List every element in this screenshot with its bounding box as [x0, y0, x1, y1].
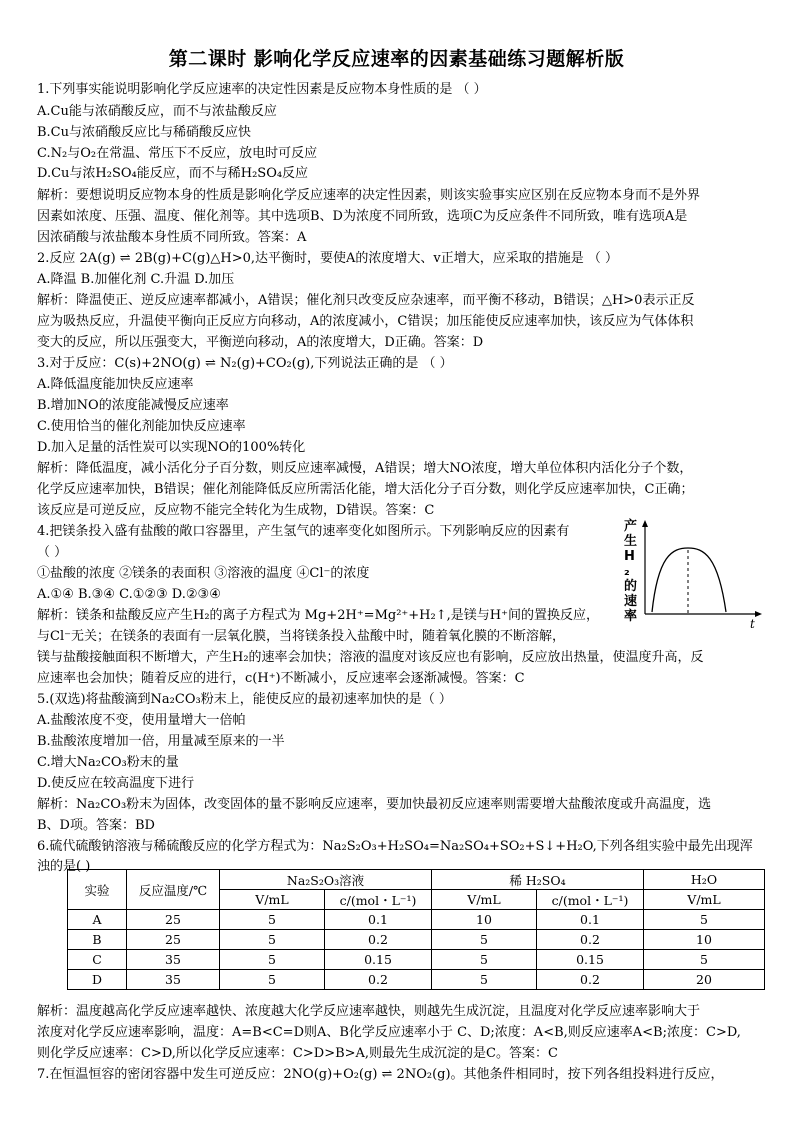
text-line: 变大的反应，所以压强变大，平衡逆向移动，A的浓度增大，D正确。答案：D	[37, 335, 484, 350]
table-cell: 5	[432, 950, 537, 970]
rate-curve-figure	[620, 516, 765, 631]
text-line: D.使反应在较高温度下进行	[37, 776, 195, 791]
table-cell: 5	[220, 950, 325, 970]
text-line: 4.把镁条投入盛有盐酸的敞口容器里，产生氢气的速率变化如图所示。下列影响反应的因素有	[37, 524, 570, 539]
table-cell: 5	[220, 970, 325, 990]
text-line: 解析：降低温度，减小活化分子百分数，则反应速率减慢，A错误；增大NO浓度，增大单位体积内活化分子个数，	[37, 461, 693, 476]
text-line: 该反应是可逆反应，反应物不能完全转化为生成物，D错误。答案：C	[37, 503, 435, 518]
subheader-volume: V/mL	[220, 890, 325, 910]
header-temperature: 反应温度/℃	[127, 870, 220, 910]
table-cell: 0.2	[537, 970, 644, 990]
text-line: 3.对于反应：C(s)+2NO(g) ⇌ N₂(g)+CO₂(g),下列说法正确的是 （ ）	[37, 356, 453, 371]
text-line: （ ）	[37, 545, 68, 560]
table-cell: D	[68, 970, 127, 990]
page-title: 第二课时 影响化学反应速率的因素基础练习题解析版	[168, 48, 625, 70]
experiment-table	[67, 869, 765, 990]
table-cell: 20	[644, 970, 765, 990]
text-line: 5.(双选)将盐酸滴到Na₂CO₃粉末上，能使反应的最初速率加快的是（ ）	[37, 692, 452, 707]
subheader-concentration: c/(mol・L⁻¹)	[537, 890, 644, 910]
text-line: 则化学反应速率：C>D,所以化学反应速率：C>D>B>A,则最先生成沉淀的是C。答案：C	[37, 1046, 558, 1061]
table-cell: 0.2	[325, 970, 432, 990]
text-line: A.①④ B.③④ C.①②③ D.②③④	[37, 587, 221, 602]
table-cell: 0.1	[537, 910, 644, 930]
subheader-volume: V/mL	[644, 890, 765, 910]
table-cell: 0.15	[537, 950, 644, 970]
table-row	[68, 950, 765, 970]
text-line: C.使用恰当的催化剂能加快反应速率	[37, 419, 246, 434]
table-cell: 25	[127, 930, 220, 950]
figure-ylabel: 产生 H ₂ 的速率	[624, 519, 638, 624]
table-cell: 10	[644, 930, 765, 950]
table-cell: 5	[644, 950, 765, 970]
text-line: A.Cu能与浓硝酸反应，而不与浓盐酸反应	[37, 104, 277, 119]
header-h2o: H₂O	[644, 870, 765, 890]
table-row	[68, 930, 765, 950]
table-cell: 5	[432, 930, 537, 950]
table-cell: 35	[127, 950, 220, 970]
table-cell: C	[68, 950, 127, 970]
table-cell: 0.2	[325, 930, 432, 950]
table-cell: 10	[432, 910, 537, 930]
text-line: B.Cu与浓硝酸反应比与稀硝酸反应快	[37, 125, 252, 140]
table-row	[68, 970, 765, 990]
text-line: 解析：要想说明反应物本身的性质是影响化学反应速率的决定性因素，则该实验事实应区别在反应物本身而不是外界	[37, 188, 701, 203]
text-line: 6.硫代硫酸钠溶液与稀硫酸反应的化学方程式为：Na₂S₂O₃+H₂SO₄=Na₂SO₄+SO₂+S↓+H₂O,下列各组实验中最先出现浑	[37, 839, 753, 854]
text-line: B.盐酸浓度增加一倍，用量减至原来的一半	[37, 734, 285, 749]
header-h2so4: 稀 H₂SO₄	[432, 870, 644, 890]
text-line: 与Cl⁻无关；在镁条的表面有一层氧化膜，当将镁条投入盐酸中时，随着氧化膜的不断溶解，	[37, 629, 565, 644]
subheader-concentration: c/(mol・L⁻¹)	[325, 890, 432, 910]
text-line: 解析：镁条和盐酸反应产生H₂的离子方程式为 Mg+2H⁺=Mg²⁺+H₂↑,是镁与H⁺间的置换反应，	[37, 608, 599, 623]
text-line: 镁与盐酸接触面积不断增大，产生H₂的速率会加快；溶液的温度对该反应也有影响，反应放出热量，使温度升高，反	[37, 650, 704, 665]
table-cell: 0.2	[537, 930, 644, 950]
text-line: 应速率也会加快；随着反应的进行，c(H⁺)不断减小，反应速率会逐渐减慢。答案：C	[37, 671, 525, 686]
table-cell: 5	[220, 910, 325, 930]
text-line: B、D项。答案：BD	[37, 818, 155, 833]
table-row	[68, 910, 765, 930]
subheader-volume: V/mL	[432, 890, 537, 910]
text-line: A.降温 B.加催化剂 C.升温 D.加压	[37, 272, 235, 287]
table-cell: 5	[220, 930, 325, 950]
text-line: A.降低温度能加快反应速率	[37, 377, 194, 392]
text-line: D.加入足量的活性炭可以实现NO的100%转化	[37, 440, 306, 455]
text-line: 解析：Na₂CO₃粉末为固体，改变固体的量不影响反应速率，要加快最初反应速率则需要增大盐酸浓度或升高温度，选	[37, 797, 712, 812]
rate-curve	[652, 548, 726, 612]
table-cell: 25	[127, 910, 220, 930]
text-line: 应为吸热反应，升温使平衡向正反应方向移动，A的浓度减小，C错误；加压能使反应速率加快，该反应为气体体积	[37, 314, 694, 329]
text-line: D.Cu与浓H₂SO₄能反应，而不与稀H₂SO₄反应	[37, 166, 309, 181]
text-line: 因浓硝酸与浓盐酸本身性质不同所致。答案：A	[37, 230, 307, 245]
text-line: 解析：降温使正、逆反应速率都减小，A错误；催化剂只改变反应杂速率，而平衡不移动，B错误；△H>0表示正反	[37, 293, 695, 308]
table-cell: 35	[127, 970, 220, 990]
figure-xlabel: t	[750, 617, 755, 631]
text-line: 浓度对化学反应速率影响，温度：A=B<C=D则A、B化学反应速率小于 C、D;浓度：A<B,则反应速率A<B;浓度：C>D,	[37, 1025, 741, 1040]
text-line: 解析：温度越高化学反应速率越快、浓度越大化学反应速率越快，则越先生成沉淀，且温度对化学反应速率影响大于	[37, 1004, 701, 1019]
text-line: B.增加NO的浓度能减慢反应速率	[37, 398, 229, 413]
text-line: C.N₂与O₂在常温、常压下不反应，放电时可反应	[37, 146, 318, 161]
text-line: 因素如浓度、压强、温度、催化剂等。其中选项B、D为浓度不同所致，选项C为反应条件不同所致，唯有选项A是	[37, 209, 688, 224]
text-line: 7.在恒温恒容的密闭容器中发生可逆反应：2NO(g)+O₂(g) ⇌ 2NO₂(g)。其他条件相同时，按下列各组投料进行反应，	[37, 1067, 724, 1082]
text-line: C.增大Na₂CO₃粉末的量	[37, 755, 179, 770]
text-line: 化学反应速率加快，B错误；催化剂能降低反应所需活化能，增大活化分子百分数，则化学反应速率加快，C正确；	[37, 482, 694, 497]
y-axis-arrow	[642, 520, 648, 527]
table-cell: A	[68, 910, 127, 930]
text-line: 浊的是( )	[37, 859, 91, 874]
text-line: A.盐酸浓度不变，使用量增大一倍帕	[37, 713, 246, 728]
header-na2s2o3: Na₂S₂O₃溶液	[220, 870, 432, 890]
text-line: 2.反应 2A(g) ⇌ 2B(g)+C(g)△H>0,达平衡时，要使A的浓度增大、v正增大，应采取的措施是 （ ）	[37, 251, 619, 266]
table-cell: 0.1	[325, 910, 432, 930]
x-axis-arrow	[755, 611, 762, 617]
text-line: ①盐酸的浓度 ②镁条的表面积 ③溶液的温度 ④Cl⁻的浓度	[37, 566, 370, 581]
table-cell: 5	[644, 910, 765, 930]
text-line: 1.下列事实能说明影响化学反应速率的决定性因素是反应物本身性质的是 （ ）	[37, 82, 487, 97]
table-cell: 0.15	[325, 950, 432, 970]
table-cell: 5	[432, 970, 537, 990]
table-cell: B	[68, 930, 127, 950]
header-experiment: 实验	[68, 870, 127, 910]
